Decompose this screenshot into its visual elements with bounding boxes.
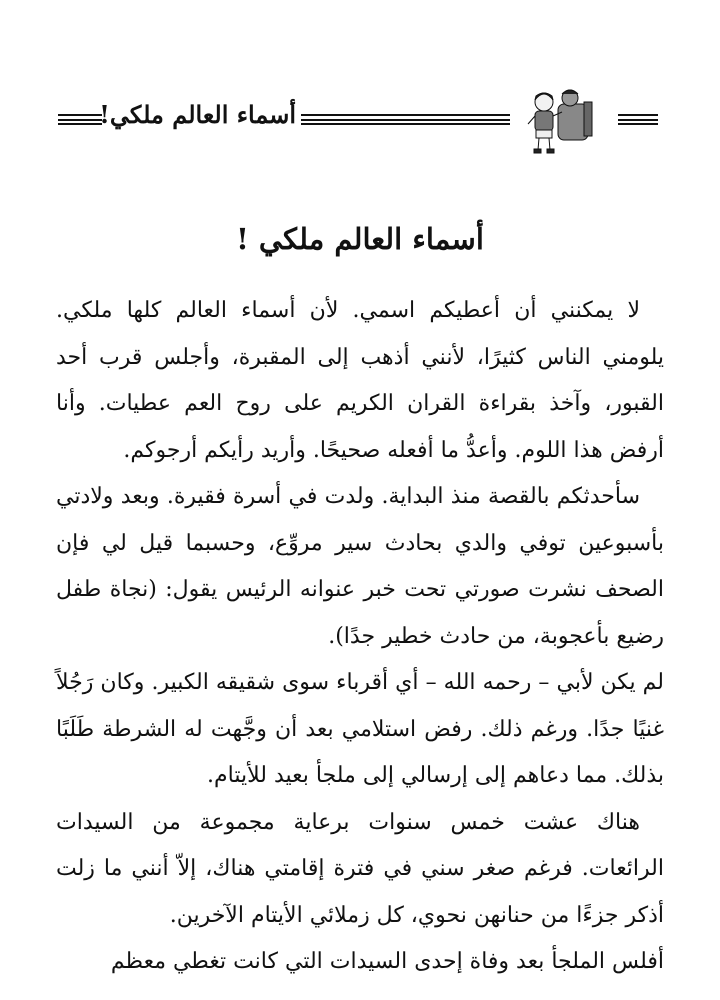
page-header xyxy=(0,82,720,162)
chapter-title: أسماء العالم ملكي ! xyxy=(236,222,484,256)
paragraph-3: لم يكن لأبي – رحمه الله – أي أقرباء سوى شقيقه الكبير. وكان رَجُلاً غنيًا جدًا. ورغم ذلك. رفض استلامي بعد أن وجَّهت له الشرطة طَلَبًا بذلك. مما دعاهم إلى إرسالي إلى ملجأ بعيد للأيتام. xyxy=(56,670,664,788)
paragraph-5: أفلس الملجأ بعد وفاة إحدى السيدات التي كانت تغطي معظم xyxy=(110,949,664,974)
paragraph-4: هناك عشت خمس سنوات برعاية مجموعة من السيدات الرائعات. فرغم صغر سني في فترة إقامتي هناك، إلاّ أنني ما زلت أذكر جزءًا من حنانهن نحوي، كل زملائي الأيتام الآخرين. xyxy=(56,809,664,928)
header-rule-left xyxy=(58,114,102,125)
header-rule-middle xyxy=(301,114,510,125)
boy-with-man-illustration xyxy=(522,86,604,156)
header-rule-right xyxy=(618,114,658,125)
paragraph-2: سأحدثكم بالقصة منذ البداية. ولدت في أسرة فقيرة. وبعد ولادتي بأسبوعين توفي والدي بحادث سير مروِّع، وحسبما قيل لي فإن الصحف نشرت صورتي تحت خبر عنوانه الرئيس يقول: (نجاة طفل رضيع بأعجوبة، من حادث خطير جدًا). xyxy=(56,484,664,649)
running-title: أسماء العالم ملكي! xyxy=(99,100,296,129)
paragraph-1: لا يمكنني أن أعطيكم اسمي. لأن أسماء العالم كلها ملكي. يلومني الناس كثيرًا، لأنني أذهب إلى المقبرة، وأجلس قرب أحد القبور، وآخذ بقراءة القران الكريم على روح العم عطيات. وأنا أرفض هذا اللوم. وأعدُّ ما أفعله صحيحًا. وأريد رأيكم أرجوكم. xyxy=(56,298,664,463)
body-text xyxy=(56,288,664,986)
